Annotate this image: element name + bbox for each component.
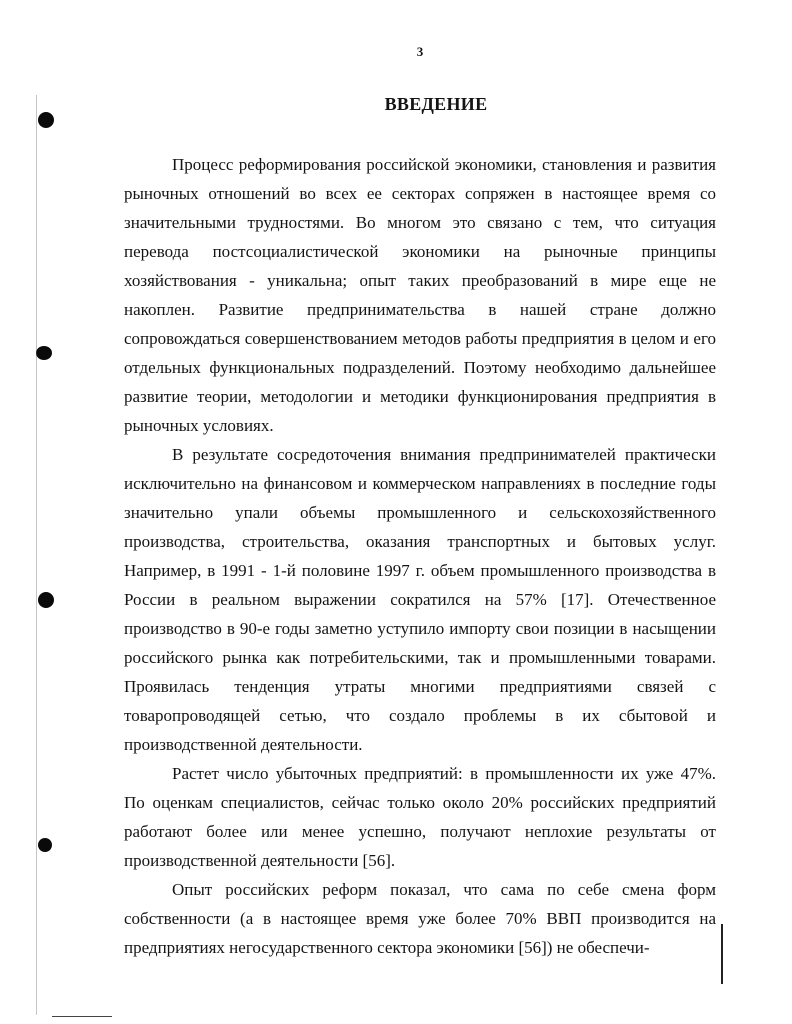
document-body: [124, 150, 716, 962]
page-number: 3: [416, 44, 424, 59]
bottom-scan-line: [52, 1016, 112, 1017]
left-margin-line: [36, 95, 37, 1015]
punch-hole-4: [38, 838, 52, 852]
right-edge-mark: [721, 924, 723, 984]
punch-hole-2: [36, 346, 52, 360]
paragraph-2: В результате сосредоточения внимания предпринимателей практически исключительно на финансовом и коммерческом направлениях в последние годы значительно упали объемы промышленного и сельскохозяйственного производства, строительства, оказания транспортных и бытовых услуг. Например, в 1991 - 1-й половине 1997 г. объем промышленного производства в России в реальном выражении сократился на 57% [17]. Отечественное производство в 90-е годы заметно уступило импорту свои позиции в насыщении российского рынка как потребительскими, так и промышленными товарами. Проявилась тенденция утраты многими предприятиями связей с товаропроводящей сетью, что создало проблемы в их сбытовой и производственной деятельности.: [124, 445, 716, 754]
paragraph-1: Процесс реформирования российской экономики, становления и развития рыночных отношений во всех ее секторах сопряжен в настоящее время со значительными трудностями. Во многом это связано с тем, что ситуация перевода постсоциалистической экономики на рыночные принципы хозяйствования - уникальна; опыт таких преобразований в мире еще не накоплен. Развитие предпринимательства в нашей стране должно сопровождаться совершенствованием методов работы предприятия в целом и его отдельных функциональных подразделений. Поэтому необходимо дальнейшее развитие теории, методологии и методики функционирования предприятия в рыночных условиях.: [124, 155, 716, 435]
paragraph-4: Опыт российских реформ показал, что сама по себе смена форм собственности (а в настоящее время уже более 70% ВВП производится на предприятиях негосударственного сектора экономики [56]) не обеспечи-: [124, 880, 716, 957]
punch-hole-3: [38, 592, 54, 608]
paragraph-3: Растет число убыточных предприятий: в промышленности их уже 47%. По оценкам специалистов, сейчас только около 20% российских предприятий работают более или менее успешно, получают неплохие результаты от производственной деятельности [56].: [124, 764, 716, 870]
page-title: ВВЕДЕНИЕ: [384, 94, 488, 114]
punch-hole-1: [38, 112, 54, 128]
